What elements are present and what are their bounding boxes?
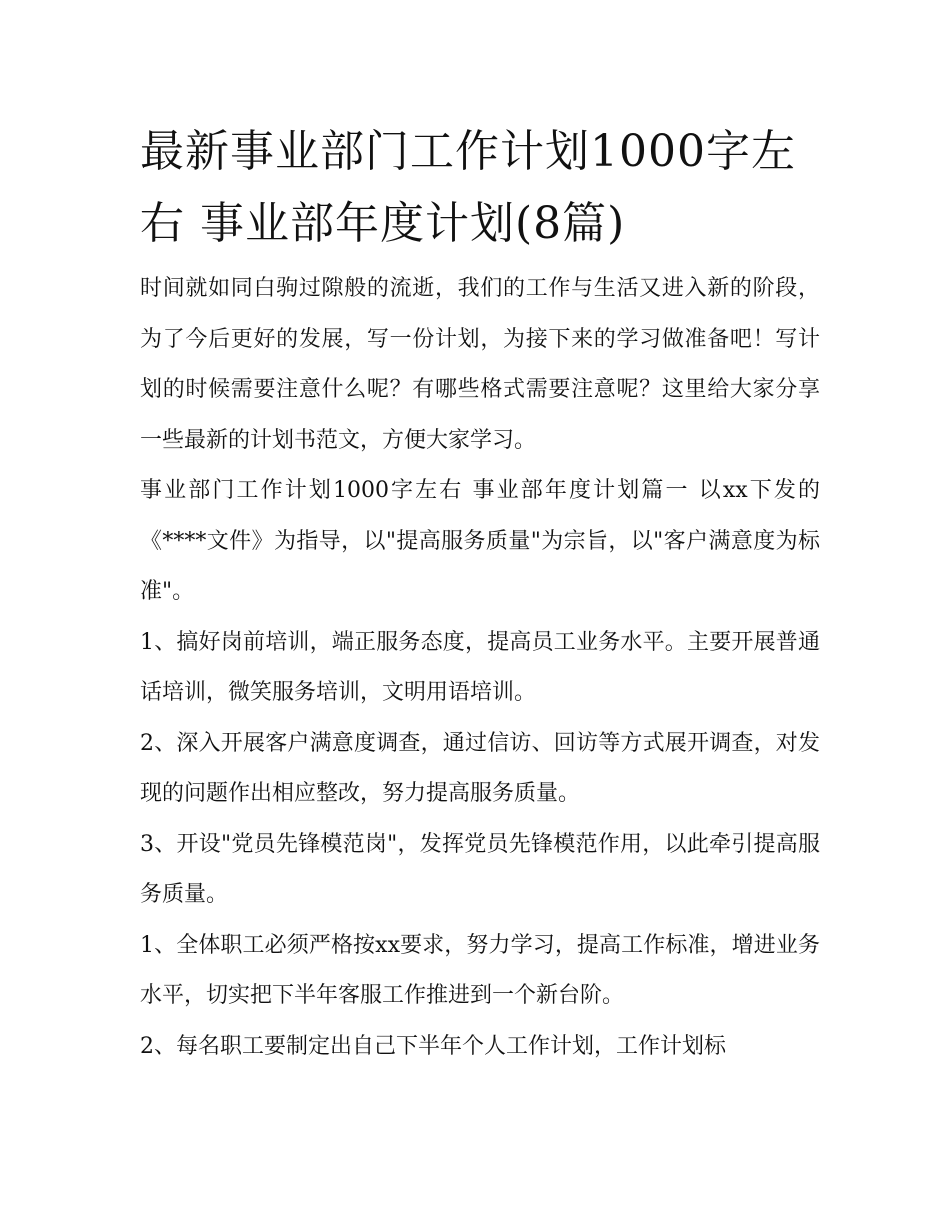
document-title: 最新事业部门工作计划1000字左右 事业部年度计划(8篇) (140, 126, 796, 249)
body-paragraph: 2、深入开展客户满意度调查，通过信访、回访等方式展开调查，对发现的问题作出相应整改，努力提高服务质量。 (140, 730, 820, 806)
body-paragraph: 2、每名职工要制定出自己下半年个人工作计划，工作计划标 (140, 1033, 726, 1059)
document-page (140, 116, 820, 1072)
body-paragraph: 事业部门工作计划1000字左右 事业部年度计划篇一 以xx下发的《****文件》为指导，以"提高服务质量"为宗旨，以"客户满意度为标准"。 (140, 478, 820, 604)
body-paragraph: 1、搞好岗前培训，端正服务态度，提高员工业务水平。主要开展普通话培训，微笑服务培训，文明用语培训。 (140, 629, 820, 705)
body-paragraph: 3、开设"党员先锋模范岗"，发挥党员先锋模范作用，以此牵引提高服务质量。 (140, 831, 820, 907)
intro-paragraph: 时间就如同白驹过隙般的流逝，我们的工作与生活又进入新的阶段，为了今后更好的发展，写一份计划，为接下来的学习做准备吧！写计划的时候需要注意什么呢？有哪些格式需要注意呢？这里给大家分享一些最新的计划书范文，方便大家学习。 (140, 276, 820, 453)
body-paragraph: 1、全体职工必须严格按xx要求，努力学习，提高工作标准，增进业务水平，切实把下半年客服工作推进到一个新台阶。 (140, 932, 820, 1008)
